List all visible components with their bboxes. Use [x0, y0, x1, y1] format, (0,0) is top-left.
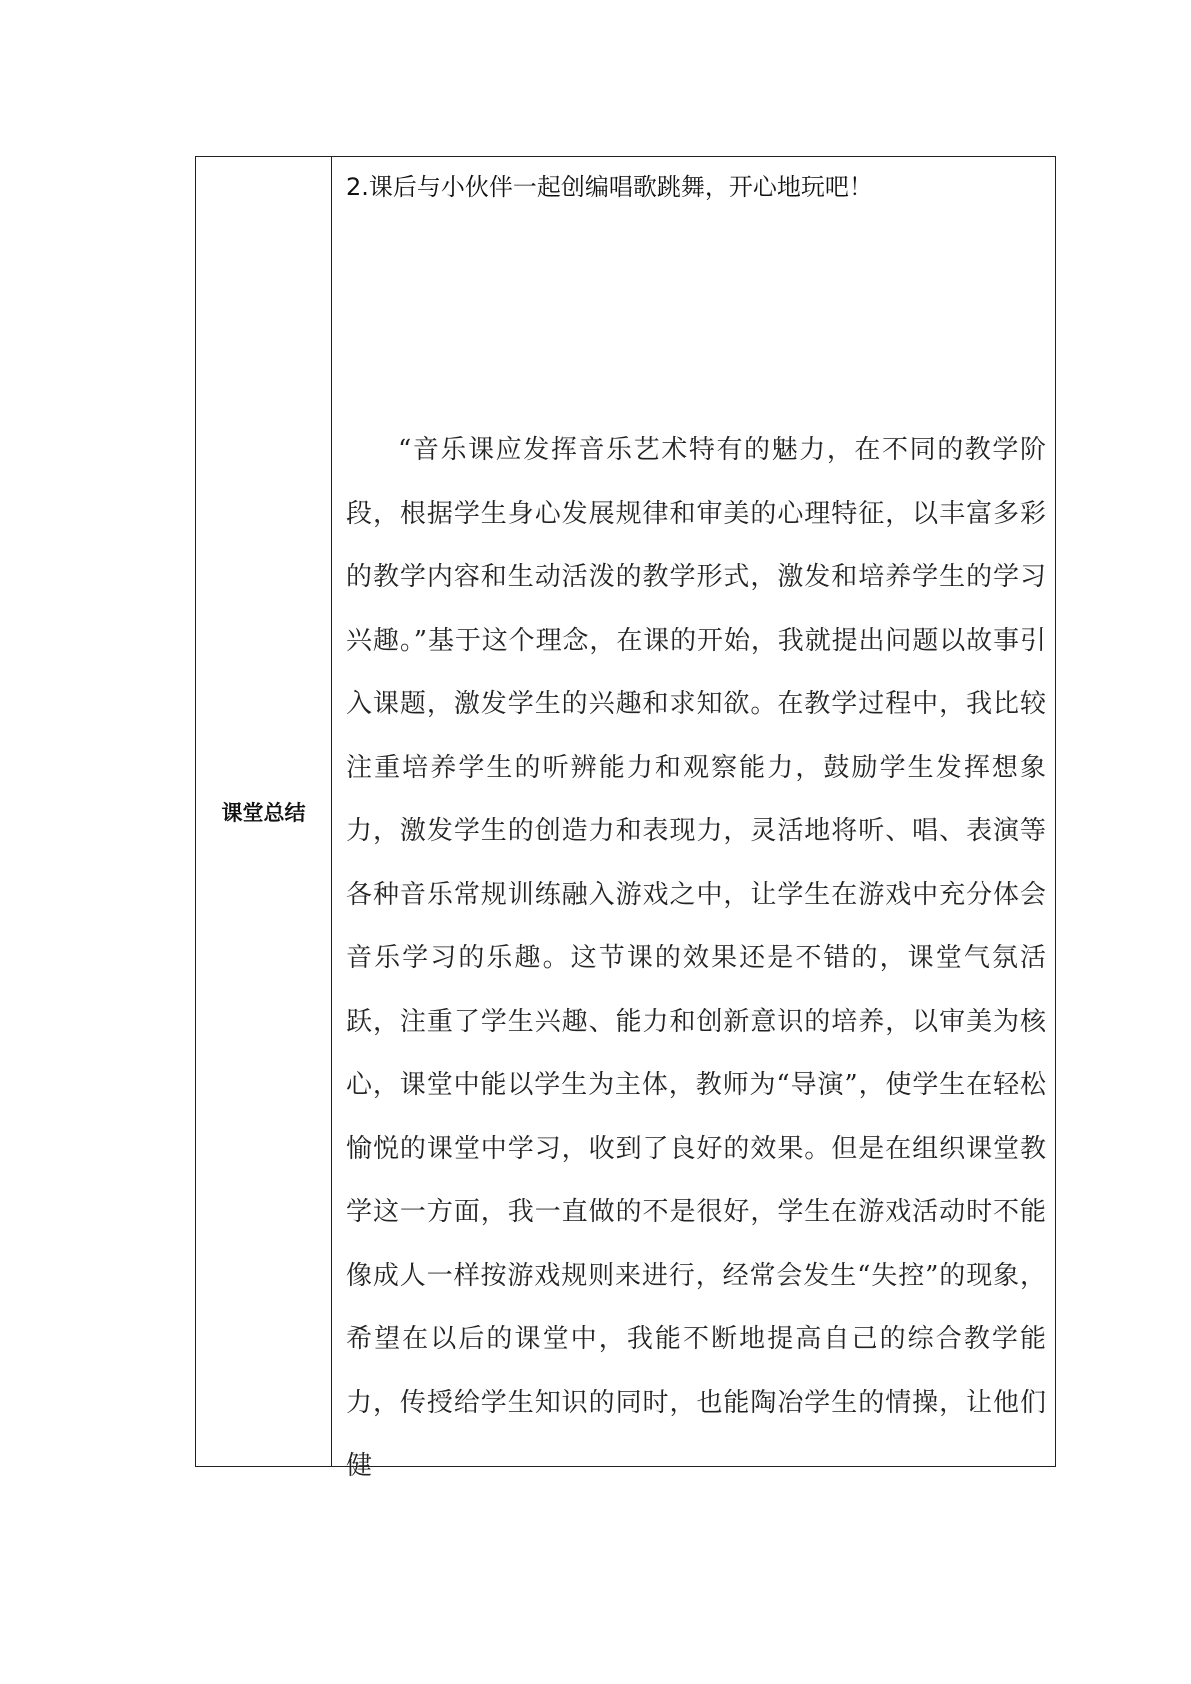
section-label: 课堂总结 [221, 800, 306, 825]
summary-paragraph: “音乐课应发挥音乐艺术特有的魅力，在不同的教学阶段，根据学生身心发展规律和审美的心理特征，以丰富多彩的教学内容和生动活泼的教学形式，激发和培养学生的学习兴趣。”基于这个理念，在课的开始，我就提出问题以故事引入课题，激发学生的兴趣和求知欲。在教学过程中，我比较注重培养学生的听辨能力和观察能力，鼓励学生发挥想象力，激发学生的创造力和表现力，灵活地将听、唱、表演等各种音乐常规训练融入游戏之中，让学生在游戏中充分体会音乐学习的乐趣。这节课的效果还是不错的，课堂气氛活跃，注重了学生兴趣、能力和创新意识的培养，以审美为核心，课堂中能以学生为主体，教师为“导演”，使学生在轻松愉悦的课堂中学习，收到了良好的效果。但是在组织课堂教学这一方面，我一直做的不是很好，学生在游戏活动时不能像成人一样按游戏规则来进行，经常会发生“失控”的现象，希望在以后的课堂中，我能不断地提高自己的综合教学能力，传授给学生知识的同时，也能陶冶学生的情操，让他们健 [346, 435, 1046, 1481]
homework-item: 2.课后与小伙伴一起创编唱歌跳舞，开心地玩吧！ [346, 173, 873, 201]
content-cell [332, 157, 1056, 1481]
lesson-table [195, 156, 1056, 1481]
label-cell [196, 157, 332, 1467]
table-row [196, 157, 1056, 1467]
